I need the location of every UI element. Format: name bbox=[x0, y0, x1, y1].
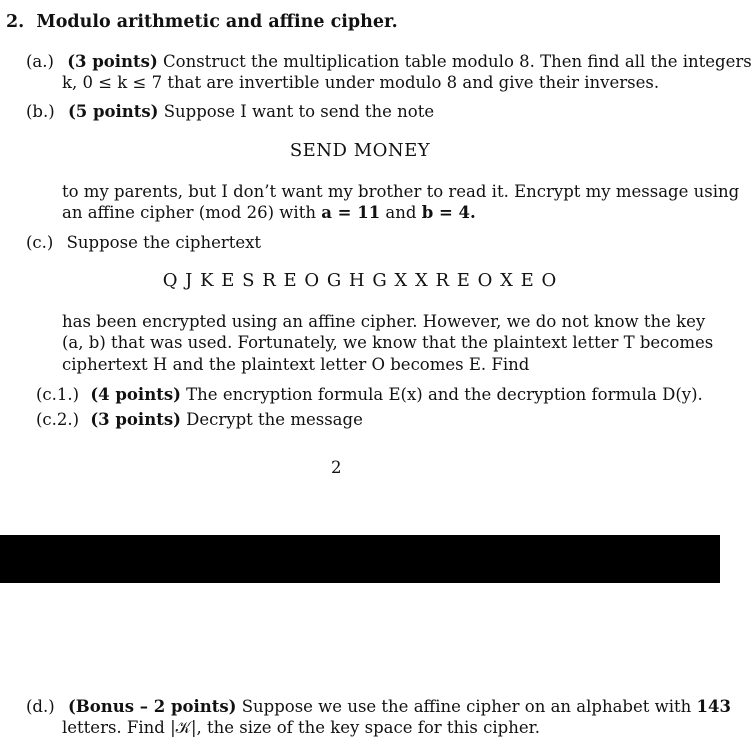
part-c2-points: (3 points) bbox=[90, 410, 181, 429]
part-c-line-1 bbox=[26, 232, 261, 253]
part-c-text-3: (a, b) that was used. Fortunately, we know that the plaintext letter T becomes bbox=[62, 333, 714, 352]
part-c-text-1: Suppose the ciphertext bbox=[66, 233, 262, 252]
part-b-text-1: Suppose I want to send the note bbox=[163, 102, 435, 121]
ciphertext-text: Q J K E S R E O G H G X X R E O X E O bbox=[162, 270, 558, 291]
page-number bbox=[331, 457, 342, 478]
part-c1-text: The encryption formula E(x) and the decryption formula D(y). bbox=[186, 385, 703, 404]
part-b-text-2: to my parents, but I don’t want my brother to read it. Encrypt my message using bbox=[62, 182, 740, 201]
plaintext-message-text: SEND MONEY bbox=[289, 140, 431, 161]
part-c-text-2: has been encrypted using an affine cipher. However, we do not know the key bbox=[62, 312, 706, 331]
part-c-label: (c.) bbox=[26, 233, 54, 252]
page-number-text: 2 bbox=[331, 458, 342, 477]
part-b-text-3: an affine cipher (mod 26) with bbox=[62, 203, 316, 222]
part-a-label: (a.) bbox=[26, 52, 54, 71]
part-d-text-1: Suppose we use the affine cipher on an alphabet with bbox=[241, 697, 692, 716]
part-c1-line bbox=[36, 384, 703, 405]
ciphertext bbox=[0, 270, 720, 291]
problem-number: 2. bbox=[6, 12, 25, 32]
part-d-count: 143 bbox=[696, 697, 731, 716]
part-c-line-2 bbox=[62, 311, 705, 332]
part-a-points: (3 points) bbox=[67, 52, 158, 71]
plaintext-message bbox=[0, 140, 720, 161]
part-a-text-1: Construct the multiplication table modulo 8. Then find all the integers bbox=[163, 52, 752, 71]
part-d-text-2: letters. Find |𝒦|, the size of the key space for this cipher. bbox=[62, 718, 540, 737]
part-b-label: (b.) bbox=[26, 102, 55, 121]
problem-title: Modulo arithmetic and affine cipher. bbox=[36, 12, 398, 32]
part-d-line-2 bbox=[62, 717, 540, 738]
part-c1-points: (4 points) bbox=[90, 385, 181, 404]
part-b-and: and bbox=[385, 203, 417, 222]
black-bar bbox=[0, 535, 720, 583]
part-b-points: (5 points) bbox=[67, 102, 159, 121]
part-c1-label: (c.1.) bbox=[36, 385, 80, 404]
part-d-label: (d.) bbox=[26, 697, 55, 716]
part-b-line-2 bbox=[62, 181, 739, 202]
part-c-text-4: ciphertext H and the plaintext letter O becomes E. Find bbox=[62, 355, 530, 374]
part-c2-label: (c.2.) bbox=[36, 410, 80, 429]
part-a-line-2 bbox=[62, 72, 659, 93]
problem-heading bbox=[6, 12, 398, 33]
part-b-line-3 bbox=[62, 202, 476, 223]
part-b-line-1 bbox=[26, 101, 434, 122]
part-d-line-1 bbox=[26, 696, 731, 717]
part-b-b-value: b = 4. bbox=[421, 203, 476, 222]
part-a-text-2: k, 0 ≤ k ≤ 7 that are invertible under modulo 8 and give their inverses. bbox=[62, 73, 660, 92]
part-a-line-1 bbox=[26, 51, 752, 72]
part-c2-line bbox=[36, 409, 363, 430]
part-d-points: (Bonus – 2 points) bbox=[67, 697, 237, 716]
part-c-line-4 bbox=[62, 354, 529, 375]
part-c2-text: Decrypt the message bbox=[186, 410, 363, 429]
part-b-a-value: a = 11 bbox=[321, 203, 381, 222]
part-c-line-3 bbox=[62, 332, 713, 353]
